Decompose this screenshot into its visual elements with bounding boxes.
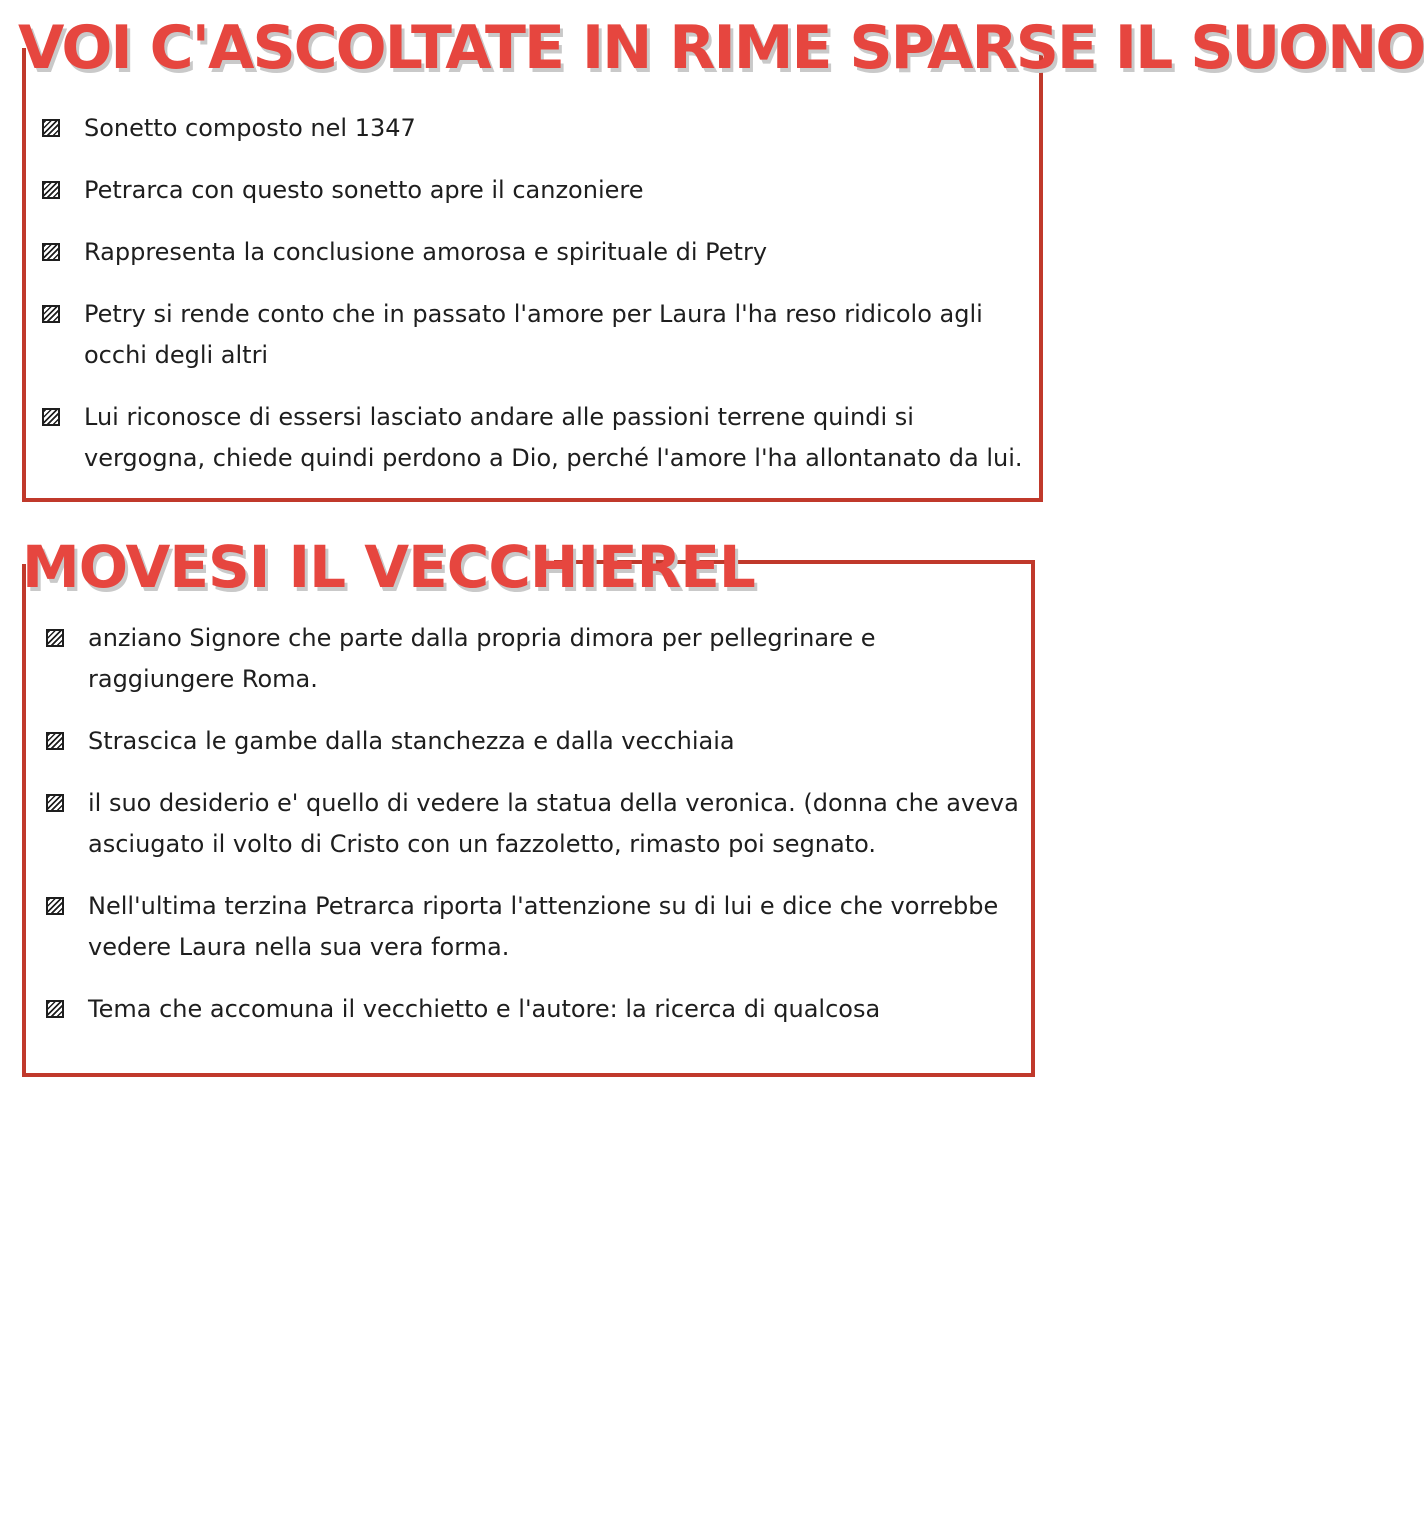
list-item [46,721,1021,762]
list-item-text: Strascica le gambe dalla stanchezza e dalla vecchiaia [88,727,735,755]
list-item [42,170,1037,211]
hatched-checkbox-icon [46,1000,64,1018]
hatched-checkbox-icon [46,629,64,647]
list-item-text: Rappresenta la conclusione amorosa e spirituale di Petry [84,238,768,266]
hatched-checkbox-icon [42,181,60,199]
list-item-text: il suo desiderio e' quello di vedere la statua della veronica. (donna che aveva asciugato il volto di Cristo con un fazzoletto, rimasto poi segnato. [88,789,1019,858]
bullet-list [42,108,1037,479]
list-item [42,294,1037,376]
list-item-text: Petry si rende conto che in passato l'amore per Laura l'ha reso ridicolo agli occhi degli altri [84,300,983,369]
section-movesi-vecchierel [0,520,1080,1090]
list-item [46,618,1021,700]
list-item-text: Sonetto composto nel 1347 [84,114,416,142]
section-voi-ascoltate [0,0,1424,520]
hatched-checkbox-icon [42,305,60,323]
list-item [42,397,1037,479]
hatched-checkbox-icon [46,794,64,812]
hatched-checkbox-icon [42,408,60,426]
hatched-checkbox-icon [46,732,64,750]
list-item [46,783,1021,865]
hatched-checkbox-icon [42,243,60,261]
section-title: MOVESI IL VECCHIEREL [22,533,755,601]
section-title: VOI C'ASCOLTATE IN RIME SPARSE IL SUONO [18,13,1424,83]
hatched-checkbox-icon [46,897,64,915]
list-item [46,989,1021,1030]
list-item-text: anziano Signore che parte dalla propria dimora per pellegrinare e raggiungere Roma. [88,624,876,693]
bullet-list [46,618,1021,1030]
hatched-checkbox-icon [42,119,60,137]
list-item [42,232,1037,273]
list-item-text: Petrarca con questo sonetto apre il canzoniere [84,176,644,204]
list-item-text: Tema che accomuna il vecchietto e l'autore: la ricerca di qualcosa [88,995,881,1023]
list-item-text: Lui riconosce di essersi lasciato andare alle passioni terrene quindi si vergogna, chiede quindi perdono a Dio, perché l'amore l'ha allontanato da lui. [84,403,1023,472]
list-item [46,886,1021,968]
list-item [42,108,1037,149]
list-item-text: Nell'ultima terzina Petrarca riporta l'attenzione su di lui e dice che vorrebbe vedere Laura nella sua vera forma. [88,892,999,961]
